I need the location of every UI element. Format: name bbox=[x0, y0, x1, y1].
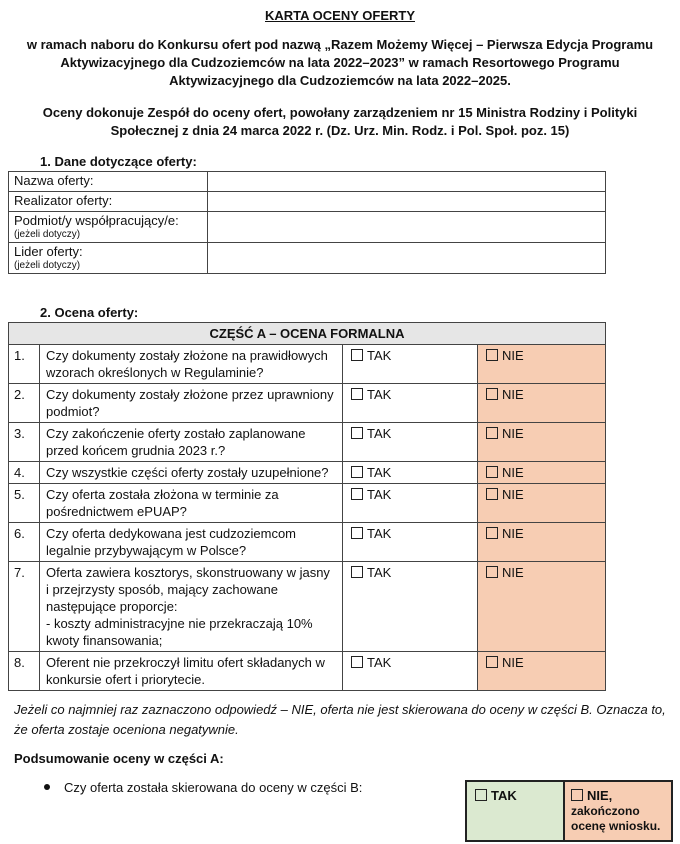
offer-row-label: Nazwa oferty: bbox=[9, 172, 208, 192]
answer-no[interactable]: NIE bbox=[478, 484, 606, 523]
answer-no[interactable]: NIE bbox=[478, 652, 606, 691]
question-number: 1. bbox=[9, 345, 40, 384]
question-text: Oferta zawiera kosztorys, skonstruowany w jasny i przejrzysty sposób, mający zachowane następujące proporcje: - koszty administracyjne nie przekraczają 10% kwoty finansowania; bbox=[40, 562, 343, 652]
summary-no-subtext: zakończono ocenę wniosku. bbox=[571, 804, 661, 833]
formal-evaluation-table bbox=[8, 322, 606, 691]
question-number: 3. bbox=[9, 423, 40, 462]
checkbox-icon bbox=[351, 427, 363, 439]
summary-yes-option[interactable]: TAK bbox=[466, 781, 564, 841]
checkbox-icon bbox=[475, 789, 487, 801]
answer-no[interactable]: NIE bbox=[478, 562, 606, 652]
answer-yes[interactable]: TAK bbox=[343, 462, 478, 484]
question-row bbox=[9, 484, 606, 523]
question-number: 2. bbox=[9, 384, 40, 423]
question-number: 4. bbox=[9, 462, 40, 484]
offer-row bbox=[9, 192, 606, 212]
checkbox-icon bbox=[486, 488, 498, 500]
checkbox-icon bbox=[486, 566, 498, 578]
offer-partners-field[interactable] bbox=[208, 212, 606, 243]
answer-yes[interactable]: TAK bbox=[343, 523, 478, 562]
answer-yes[interactable]: TAK bbox=[343, 345, 478, 384]
question-row bbox=[9, 462, 606, 484]
question-row bbox=[9, 384, 606, 423]
question-row bbox=[9, 562, 606, 652]
question-number: 8. bbox=[9, 652, 40, 691]
offer-data-table bbox=[8, 171, 606, 274]
offer-realizer-field[interactable] bbox=[208, 192, 606, 212]
checkbox-icon bbox=[486, 466, 498, 478]
question-text: Czy zakończenie oferty zostało zaplanowane przed końcem grudnia 2023 r.? bbox=[40, 423, 343, 462]
answer-no[interactable]: NIE bbox=[478, 423, 606, 462]
document-title: KARTA OCENY OFERTY bbox=[265, 8, 415, 23]
checkbox-icon bbox=[351, 388, 363, 400]
question-text: Oferent nie przekroczył limitu ofert składanych w konkursie ofert i priorytecie. bbox=[40, 652, 343, 691]
offer-name-field[interactable] bbox=[208, 172, 606, 192]
checkbox-icon bbox=[351, 349, 363, 361]
question-text: Czy oferta została złożona w terminie za pośrednictwem ePUAP? bbox=[40, 484, 343, 523]
question-text: Czy wszystkie części oferty zostały uzupełnione? bbox=[40, 462, 343, 484]
checkbox-icon bbox=[486, 427, 498, 439]
summary-heading: Podsumowanie oceny w części A: bbox=[14, 751, 224, 766]
checkbox-icon bbox=[351, 566, 363, 578]
summary-question bbox=[44, 780, 362, 795]
offer-row bbox=[9, 172, 606, 192]
checkbox-icon bbox=[351, 656, 363, 668]
answer-no[interactable]: NIE bbox=[478, 523, 606, 562]
checkbox-icon bbox=[351, 527, 363, 539]
answer-no[interactable]: NIE bbox=[478, 345, 606, 384]
answer-yes[interactable]: TAK bbox=[343, 484, 478, 523]
offer-row-label: Lider oferty: (jeżeli dotyczy) bbox=[9, 243, 208, 274]
bullet-icon bbox=[44, 784, 50, 790]
checkbox-icon bbox=[486, 656, 498, 668]
summary-no-option[interactable]: NIE, zakończono ocenę wniosku. bbox=[564, 781, 672, 841]
checkbox-icon bbox=[486, 388, 498, 400]
question-text: Czy dokumenty zostały złożone przez uprawniony podmiot? bbox=[40, 384, 343, 423]
section1-heading: 1. Dane dotyczące oferty: bbox=[40, 154, 197, 169]
part-a-title: CZĘŚĆ A – OCENA FORMALNA bbox=[9, 323, 606, 345]
header-intro: w ramach naboru do Konkursu ofert pod nazwą „Razem Możemy Więcej – Pierwsza Edycja Programu Aktywizacyjnego dla Cudzoziemców na lata 2022–2023” w ramach Resortowego Programu Aktywizacyjnego dla Cudzoziemców na lata 2022–2025. bbox=[26, 37, 654, 88]
question-row bbox=[9, 345, 606, 384]
summary-question-text: Czy oferta została skierowana do oceny w części B: bbox=[64, 780, 363, 795]
checkbox-icon bbox=[571, 789, 583, 801]
checkbox-icon bbox=[351, 488, 363, 500]
section2-heading: 2. Ocena oferty: bbox=[40, 305, 139, 320]
question-number: 7. bbox=[9, 562, 40, 652]
header-committee: Oceny dokonuje Zespół do oceny ofert, powołany zarządzeniem nr 15 Ministra Rodziny i Polityki Społecznej z dnia 24 marca 2022 r. (Dz. Urz. Min. Rodz. i Pol. Społ. poz. 15) bbox=[42, 105, 638, 138]
question-text: Czy oferta dedykowana jest cudzoziemcom legalnie przybywającym w Polsce? bbox=[40, 523, 343, 562]
question-number: 6. bbox=[9, 523, 40, 562]
question-text: Czy dokumenty zostały złożone na prawidłowych wzorach określonych w Regulaminie? bbox=[40, 345, 343, 384]
answer-no[interactable]: NIE bbox=[478, 462, 606, 484]
question-row bbox=[9, 423, 606, 462]
offer-row bbox=[9, 212, 606, 243]
question-number: 5. bbox=[9, 484, 40, 523]
answer-yes[interactable]: TAK bbox=[343, 423, 478, 462]
answer-yes[interactable]: TAK bbox=[343, 384, 478, 423]
offer-row-label: Realizator oferty: bbox=[9, 192, 208, 212]
summary-table bbox=[465, 780, 673, 842]
checkbox-icon bbox=[486, 349, 498, 361]
answer-yes[interactable]: TAK bbox=[343, 652, 478, 691]
question-row bbox=[9, 652, 606, 691]
checkbox-icon bbox=[486, 527, 498, 539]
answer-no[interactable]: NIE bbox=[478, 384, 606, 423]
offer-row-label: Podmiot/y współpracujący/e: (jeżeli dotyczy) bbox=[9, 212, 208, 243]
offer-row bbox=[9, 243, 606, 274]
answer-yes[interactable]: TAK bbox=[343, 562, 478, 652]
checkbox-icon bbox=[351, 466, 363, 478]
offer-leader-field[interactable] bbox=[208, 243, 606, 274]
question-row bbox=[9, 523, 606, 562]
negative-note: Jeżeli co najmniej raz zaznaczono odpowiedź – NIE, oferta nie jest skierowana do oceny w części B. Oznacza to, że oferta zostaje oceniona negatywnie. bbox=[14, 702, 666, 737]
